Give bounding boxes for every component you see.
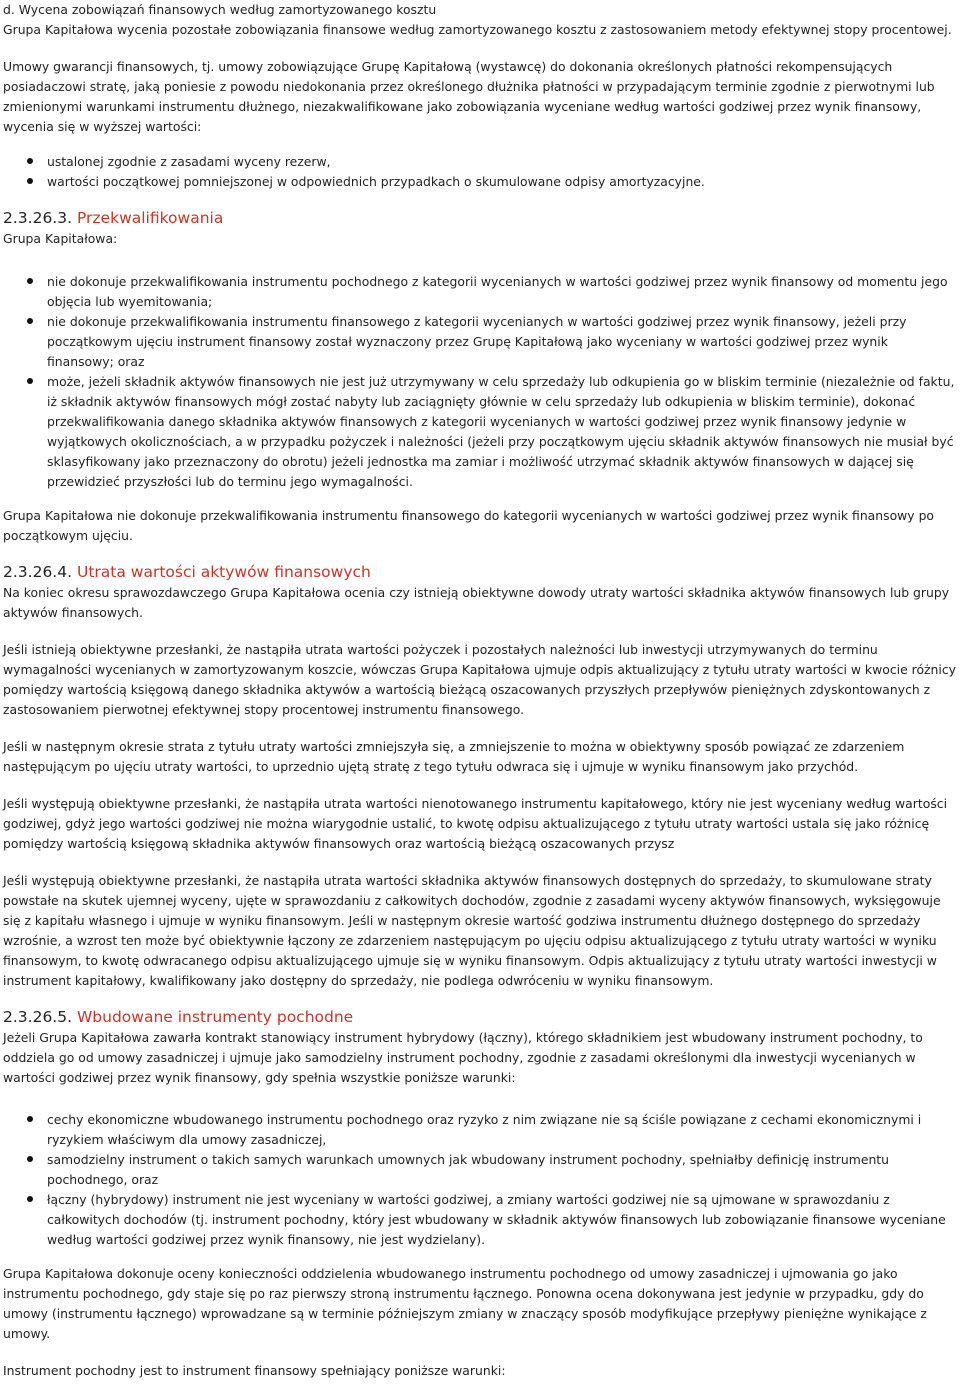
list-item	[47, 1110, 957, 1150]
guarantees-paragraph: Umowy gwarancji finansowych, tj. umowy zobowiązujące Grupę Kapitałową (wystawcę) do dokonania określonych płatności rekompensujących posiadaczowi stratę, jaką poniesie z powodu niedokonania przez określonego dłużnika płatności w przypadającym terminie zgodnie z pierwotnymi lub zmienionymi warunkami instrumentu dłużnego, niezakwalifikowane jako zobowiązania wyceniane według wartości godziwej przez wynik finansowy, wycenia się w wyższej wartości:	[3, 59, 935, 134]
list-item-text: samodzielny instrument o takich samych warunkach umownych jak wbudowany instrument pochodny, spełniałby definicję instrumentu pochodnego, oraz	[47, 1152, 890, 1187]
paragraph: Jeśli w następnym okresie strata z tytułu utraty wartości zmniejszyła się, a zmniejszenie to można w obiektywny sposób powiązać ze zdarzeniem następującym po ujęciu utraty wartości, to uprzednio ujętą stratę z tego tytułu odwraca się i ujmuje w wyniku finansowym jako przychód.	[3, 739, 905, 774]
list-item	[47, 372, 957, 492]
list-item	[47, 1190, 957, 1250]
bullet-icon	[27, 178, 33, 184]
list-item-text: nie dokonuje przekwalifikowania instrumentu pochodnego z kategorii wycenianych w wartości godziwej przez wynik finansowy od momentu jego objęcia lub wyemitowania;	[47, 274, 948, 309]
reclassification-list	[3, 272, 957, 492]
bullet-icon	[27, 378, 33, 384]
paragraph: Grupa Kapitałowa dokonuje oceny konieczności oddzielenia wbudowanego instrumentu pochodnego od umowy zasadniczej i ujmowania go jako instrumentu pochodnego, gdy staje się po raz pierwszy stroną instrumentu łącznego. Ponowna ocena dokonywana jest jedynie w przypadku, gdy do umowy (instrumentu łącznego) wprowadzane są w terminie późniejszym zmiany w znaczący sposób modyfikujące przepływy pieniężne wynikające z umowy.	[3, 1266, 927, 1341]
section-number: 2.3.26.3.	[3, 209, 73, 227]
list-item-text: łączny (hybrydowy) instrument nie jest wyceniany w wartości godziwej, a zmiany wartości godziwej nie są ujmowane w sprawozdaniu z całkowitych dochodów (tj. instrument pochodny, który jest wbudowany w składnik aktywów finansowych lub zobowiązanie finansowe wyceniane według wartości godziwej przez wynik finansowy, nie jest wydzielany).	[47, 1192, 946, 1247]
bullet-icon	[27, 318, 33, 324]
list-item	[47, 272, 957, 312]
section-number: 2.3.26.5.	[3, 1008, 73, 1026]
list-item-text: nie dokonuje przekwalifikowania instrumentu finansowego z kategorii wycenianych w wartości godziwej przez wynik finansowy, jeżeli przy początkowym ujęciu instrument finansowy został wyznaczony przez Grupę Kapitałową jako wyceniany w wartości godziwej przez wynik finansowy; oraz	[47, 314, 907, 369]
section-heading-2-3-26-5	[3, 1006, 957, 1028]
guarantees-list	[3, 152, 957, 192]
section-heading-2-3-26-4	[3, 561, 957, 583]
bullet-icon	[27, 1156, 33, 1162]
list-item	[47, 172, 957, 192]
bullet-icon	[27, 1116, 33, 1122]
list-item-text: wartości początkowej pomniejszonej w odpowiednich przypadkach o skumulowane odpisy amortyzacyjne.	[47, 174, 705, 189]
paragraph: Instrument pochodny jest to instrument finansowy spełniający poniższe warunki:	[3, 1363, 506, 1378]
section-heading-2-3-26-3	[3, 207, 957, 229]
bullet-icon	[27, 278, 33, 284]
paragraph: Jeśli występują obiektywne przesłanki, że nastąpiła utrata wartości nienotowanego instrumentu kapitałowego, który nie jest wyceniany według wartości godziwej, gdyż jego wartości godziwej nie można wiarygodnie ustalić, to kwotę odpisu aktualizującego z tytułu utraty wartości ustala się jako różnicę pomiędzy wartością księgową składnika aktywów finansowych oraz wartością bieżącą oszacowanych przysz	[3, 796, 948, 851]
closing-paragraph: Grupa Kapitałowa nie dokonuje przekwalifikowania instrumentu finansowego do kategorii wycenianych w wartości godziwej przez wynik finansowy po początkowym ujęciu.	[3, 508, 935, 543]
list-item-text: może, jeżeli składnik aktywów finansowych nie jest już utrzymywany w celu sprzedaży lub odkupienia go w bliskim terminie (niezależnie od faktu, iż składnik aktywów finansowych mógł zostać nabyty lub zaciągnięty głównie w celu sprzedaży lub odkupienia w bliskim terminie), dokonać przekwalifikowania danego składnika aktywów finansowych z kategorii wycenianych w wartości godziwej przez wynik finansowy jedynie w wyjątkowych okolicznościach, a w przypadku pożyczek i należności (jeżeli przy początkowym ujęciu składnik aktywów finansowych nie musiał być sklasyfikowany jako przeznaczony do obrotu) jeżeli jednostka ma zamiar i możliwość utrzymać składnik aktywów finansowych w dającej się przewidzieć przyszłości lub do terminu jego wymagalności.	[47, 374, 955, 489]
list-item	[47, 1150, 957, 1190]
section-title: Wbudowane instrumenty pochodne	[76, 1008, 354, 1026]
paragraph: Jeśli występują obiektywne przesłanki, że nastąpiła utrata wartości składnika aktywów finansowych dostępnych do sprzedaży, to skumulowane straty powstałe na skutek ujemnej wyceny, ujęte w sprawozdaniu z całkowitych dochodów, zgodnie z zasadami wyceny aktywów finansowych, wyksięgowuje się z kapitału własnego i ujmuje w wyniku finansowym. Jeśli w następnym okresie wartość godziwa instrumentu dłużnego dostępnego do sprzedaży wzrośnie, a wzrost ten może być obiektywnie łączony ze zdarzeniem następującym po ujęciu odpisu aktualizującego z tytułu utraty wartości w wyniku finansowym, to kwotę odwracanego odpisu aktualizującego ujmuje się w wyniku finansowym. Odpis aktualizujący z tytułu utraty wartości inwestycji w instrument kapitałowy, kwalifikowany jako dostępny do sprzedaży, nie podlega odwróceniu w wyniku finansowym.	[3, 873, 941, 988]
section-number: 2.3.26.4.	[3, 563, 73, 581]
list-item-text: cechy ekonomiczne wbudowanego instrumentu pochodnego oraz ryzyko z nim związane nie są ściśle powiązane z cechami ekonomicznymi i ryzykiem właściwym dla umowy zasadniczej,	[47, 1112, 922, 1147]
section-title: Przekwalifikowania	[76, 209, 224, 227]
paragraph: Na koniec okresu sprawozdawczego Grupa Kapitałowa ocenia czy istnieją obiektywne dowody utraty wartości składnika aktywów finansowych lub grupy aktywów finansowych.	[3, 585, 950, 620]
section-intro: Grupa Kapitałowa:	[3, 231, 118, 246]
section-title: Utrata wartości aktywów finansowych	[76, 563, 371, 581]
list-item-text: ustalonej zgodnie z zasadami wyceny rezerw,	[47, 154, 331, 169]
bullet-icon	[27, 158, 33, 164]
bullet-icon	[27, 1196, 33, 1202]
section-d-text: Grupa Kapitałowa wycenia pozostałe zobowiązania finansowe według zamortyzowanego kosztu z zastosowaniem metody efektywnej stopy procentowej.	[3, 22, 952, 37]
section-d-title: d. Wycena zobowiązań finansowych według zamortyzowanego kosztu	[3, 2, 437, 17]
paragraph: Jeśli istnieją obiektywne przesłanki, że nastąpiła utrata wartości pożyczek i pozostałych należności lub inwestycji utrzymywanych do terminu wymagalności wycenianych w zamortyzowanym koszcie, wówczas Grupa Kapitałowa ujmuje odpis aktualizujący z tytułu utraty wartości w kwocie różnicy pomiędzy wartością księgową danego składnika aktywów a wartością bieżącą oszacowanych przyszłych przepływów pieniężnych zdyskontowanych z zastosowaniem pierwotnej efektywnej stopy procentowej instrumentu finansowego.	[3, 642, 956, 717]
list-item	[47, 312, 957, 372]
embedded-derivative-conditions-list	[3, 1110, 957, 1250]
paragraph: Jeżeli Grupa Kapitałowa zawarła kontrakt stanowiący instrument hybrydowy (łączny), którego składnikiem jest wbudowany instrument pochodny, to oddziela go od umowy zasadniczej i ujmuje jako samodzielny instrument pochodny, zgodnie z zasadami określonymi dla inwestycji wycenianych w wartości godziwej przez wynik finansowy, gdy spełnia wszystkie poniższe warunki:	[3, 1030, 923, 1085]
list-item	[47, 152, 957, 172]
